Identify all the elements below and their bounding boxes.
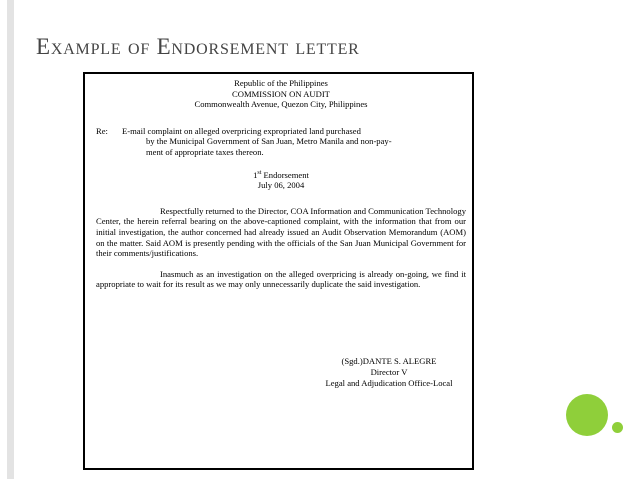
endorsement-date: July 06, 2004 bbox=[257, 180, 305, 191]
decorative-green-circle bbox=[566, 394, 608, 436]
signatory-position: Director V bbox=[370, 367, 408, 377]
header-line-commission: COMMISSION ON AUDIT bbox=[232, 88, 330, 99]
endorsement-ordinal: 1 bbox=[253, 169, 258, 180]
endorsement-heading bbox=[96, 170, 466, 181]
header-line-republic: Republic of the Philippines bbox=[234, 78, 328, 88]
decorative-green-dot bbox=[612, 422, 623, 433]
endorsement-block bbox=[96, 170, 466, 191]
left-decorative-rule bbox=[7, 0, 14, 479]
body-paragraph-2: Inasmuch as an investigation on the alleged overpricing is already on-going, we find it appropriate to wait for its result as we may only unnecessarily duplicate the said investigation. bbox=[96, 268, 466, 290]
endorsement-word: Endorsement bbox=[261, 169, 309, 180]
letter-header bbox=[96, 78, 466, 110]
signatory-name: (Sgd.)DANTE S. ALEGRE bbox=[341, 356, 437, 366]
slide-title: Example of Endorsement letter bbox=[36, 34, 360, 59]
subject-line: E-mail complaint on alleged overpricing expropriated land purchased bbox=[122, 125, 361, 136]
subject-block bbox=[96, 126, 466, 158]
subject-text bbox=[122, 126, 466, 158]
subject-line: ment of appropriate taxes thereon. bbox=[146, 146, 264, 157]
subject-label: Re: bbox=[96, 125, 108, 136]
subject-line: by the Municipal Government of San Juan, Metro Manila and non-pay- bbox=[146, 136, 392, 147]
signatory-office: Legal and Adjudication Office-Local bbox=[325, 378, 453, 388]
endorsement-suffix: st bbox=[257, 169, 262, 176]
endorsement-letter bbox=[96, 78, 466, 290]
signature-block bbox=[304, 356, 474, 389]
body-paragraph-1: Respectfully returned to the Director, COA Information and Communication Technology Center, the herein referral bearing on the above-captioned complaint, with the information that from our initial investigation, the author concerned had already issued an Audit Observation Memorandum (AOM) on the matter. Said AOM is presently pending with the officials of the San Juan Municipal Government for their comments/justifications. bbox=[96, 205, 466, 259]
header-line-address: Commonwealth Avenue, Quezon City, Philippines bbox=[194, 99, 368, 110]
